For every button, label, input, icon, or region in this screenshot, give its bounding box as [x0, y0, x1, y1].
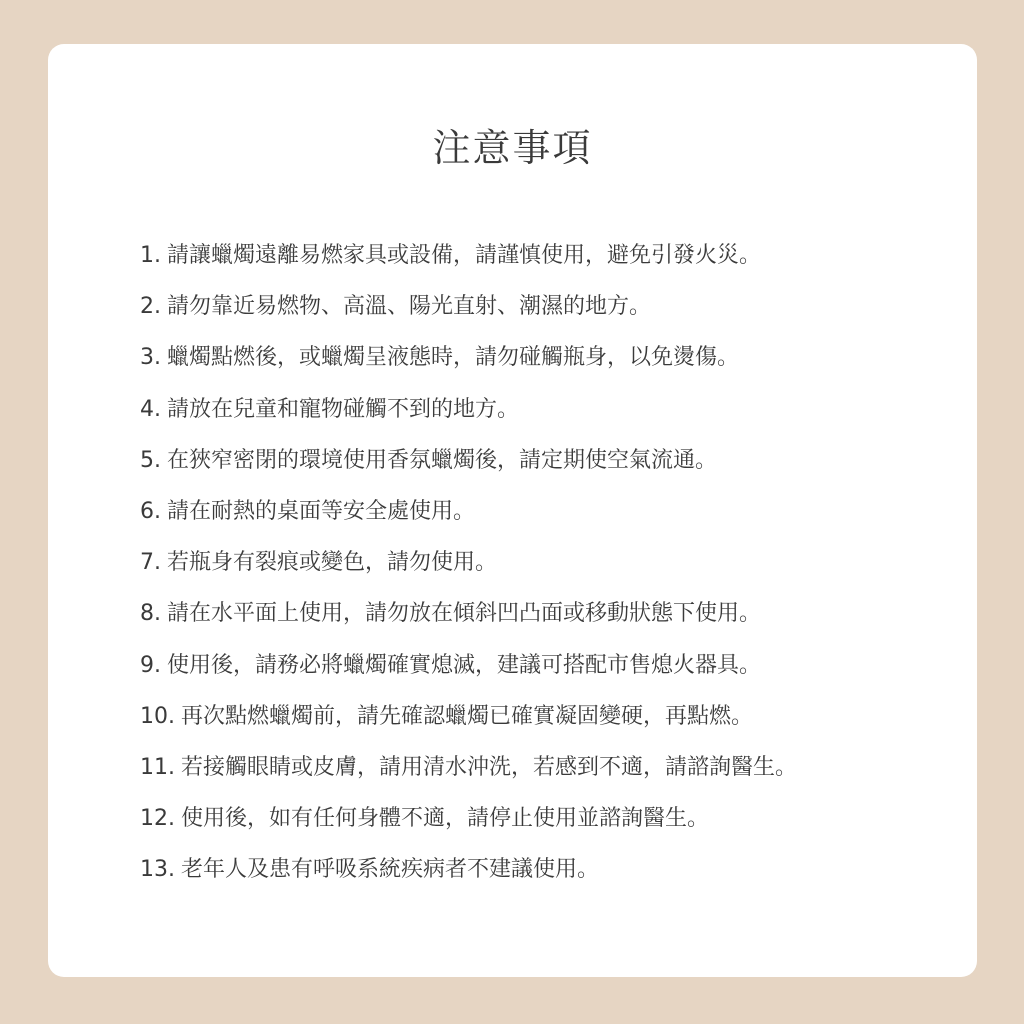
- item-number: 6.: [140, 498, 161, 524]
- item-text: 請放在兒童和寵物碰觸不到的地方。: [167, 396, 520, 422]
- item-text: 蠟燭點燃後，或蠟燭呈液態時，請勿碰觸瓶身，以免燙傷。: [167, 345, 740, 371]
- list-item: [140, 793, 957, 844]
- item-text: 請在水平面上使用，請勿放在傾斜凹凸面或移動狀態下使用。: [167, 601, 762, 627]
- item-text: 老年人及患有呼吸系統疾病者不建議使用。: [181, 857, 600, 883]
- list-item: [140, 332, 957, 383]
- list-item: [140, 844, 957, 895]
- item-number: 4.: [140, 396, 161, 422]
- item-number: 7.: [140, 550, 161, 576]
- item-number: 12.: [140, 806, 175, 832]
- item-text: 使用後，如有任何身體不適，請停止使用並諮詢醫生。: [181, 806, 710, 832]
- item-number: 3.: [140, 345, 161, 371]
- list-item: [140, 435, 957, 486]
- item-number: 1.: [140, 243, 161, 268]
- item-text: 使用後，請務必將蠟燭確實熄滅，建議可搭配市售熄火器具。: [167, 652, 762, 678]
- list-item: [140, 230, 957, 281]
- item-text: 若瓶身有裂痕或變色，請勿使用。: [167, 550, 498, 576]
- list-item: [140, 742, 957, 793]
- page-title: 注意事項: [432, 126, 593, 170]
- item-text: 請讓蠟燭遠離易燃家具或設備，請謹慎使用，避免引發火災。: [167, 243, 762, 268]
- item-number: 10.: [140, 703, 175, 729]
- list-item: [140, 691, 957, 742]
- item-number: 11.: [140, 754, 175, 780]
- precautions-list: [140, 230, 957, 895]
- item-number: 8.: [140, 601, 161, 627]
- item-number: 2.: [140, 294, 161, 320]
- item-text: 請在耐熱的桌面等安全處使用。: [167, 498, 476, 524]
- list-item: [140, 486, 957, 537]
- list-item: [140, 640, 957, 691]
- item-number: 5.: [140, 447, 161, 473]
- item-text: 請勿靠近易燃物、高溫、陽光直射、潮濕的地方。: [167, 294, 652, 320]
- item-text: 再次點燃蠟燭前，請先確認蠟燭已確實凝固變硬，再點燃。: [181, 703, 754, 729]
- item-text: 在狹窄密閉的環境使用香氛蠟燭後，請定期使空氣流通。: [167, 447, 718, 473]
- item-text: 若接觸眼睛或皮膚，請用清水沖洗，若感到不適，請諮詢醫生。: [181, 754, 798, 780]
- item-number: 9.: [140, 652, 161, 678]
- list-item: [140, 588, 957, 639]
- list-item: [140, 537, 957, 588]
- list-item: [140, 281, 957, 332]
- list-item: [140, 384, 957, 435]
- item-number: 13.: [140, 857, 175, 883]
- notice-card: [48, 44, 977, 977]
